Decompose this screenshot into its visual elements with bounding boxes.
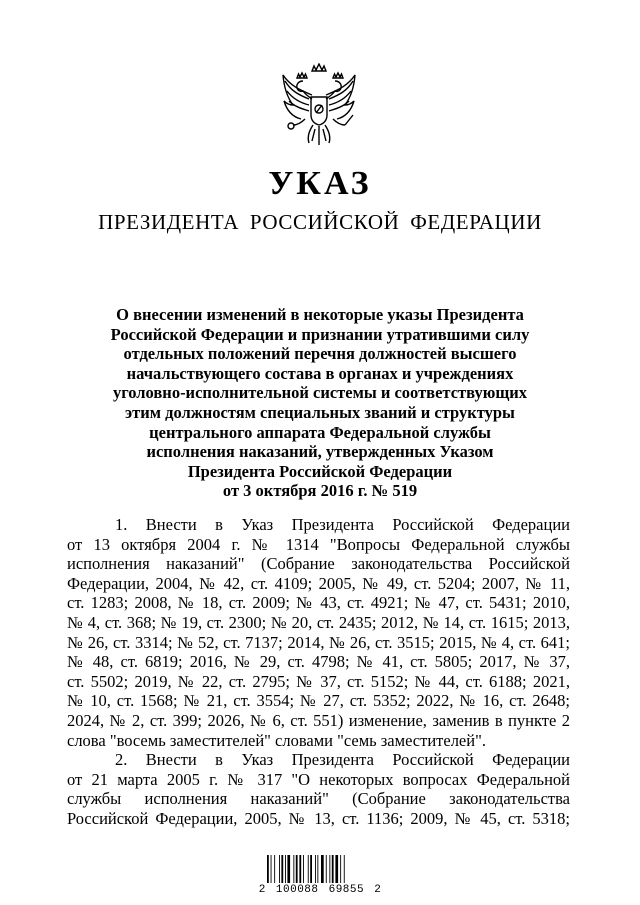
issuer-heading: ПРЕЗИДЕНТА РОССИЙСКОЙ ФЕДЕРАЦИИ: [98, 210, 542, 234]
barcode-bar: [287, 855, 290, 883]
barcode-bar: [332, 855, 334, 883]
body-line: слова "восемь заместителей" словами "семь заместителей".: [67, 730, 486, 750]
body-line: службы исполнения наказаний" (Собрание законодательства: [67, 789, 570, 809]
body-line: 1. Внести в Указ Президента Российской Федерации: [115, 515, 570, 534]
title-line: исполнения наказаний, утвержденных Указом: [146, 442, 494, 462]
barcode-number: 2 100088 69855 2: [258, 884, 382, 896]
barcode-bar: [303, 855, 304, 883]
body-line: 2. Внести в Указ Президента Российской Федерации: [115, 750, 570, 770]
title-line: от 3 октября 2016 г. № 519: [222, 481, 418, 501]
body-line: Федерации, 2004, № 42, ст. 4109; 2005, № 49, ст. 5204; 2007, № 11,: [67, 573, 570, 593]
body-line: № 10, ст. 1568; № 21, ст. 3554; № 27, ст. 5352; 2022, № 16, ст. 2648;: [67, 691, 570, 711]
barcode-bar: [299, 855, 301, 883]
barcode-bar: [321, 855, 324, 883]
document-type-heading: УКАЗ: [268, 165, 372, 202]
body-line: Российской Федерации, 2005, № 13, ст. 1136; 2009, № 45, ст. 5318;: [67, 808, 570, 828]
body-line: ст. 1283; 2008, № 18, ст. 2009; № 43, ст. 4921; № 47, ст. 5431; 2010,: [67, 593, 570, 613]
body-line: 2024, № 2, ст. 399; 2026, № 6, ст. 551) изменение, заменив в пункте 2: [67, 710, 570, 730]
barcode-bar: [285, 855, 286, 883]
title-line: этим должностям специальных званий и структуры: [125, 402, 515, 422]
barcode-bar: [344, 855, 345, 883]
body-line: исполнения наказаний" (Собрание законодательства Российской: [67, 554, 570, 574]
barcode-icon: [265, 855, 375, 885]
title-line: О внесении изменений в некоторые указы Президента: [116, 305, 524, 324]
barcode-bar: [315, 855, 316, 883]
barcode-bar: [335, 855, 338, 883]
barcode-bar: [317, 855, 318, 883]
barcode-bar: [267, 855, 269, 883]
body-line: от 13 октября 2004 г. № 1314 "Вопросы Федеральной службы: [67, 534, 570, 554]
title-line: Российской Федерации и признании утратившими силу: [110, 324, 530, 344]
title-line: отдельных положений перечня должностей высшего: [123, 344, 517, 364]
barcode-bar: [326, 855, 327, 883]
barcode-bar: [281, 855, 283, 883]
body-line: № 48, ст. 6819; 2016, № 29, ст. 4798; № 41, ст. 5805; 2017, № 37,: [67, 652, 570, 672]
barcode-bar: [329, 855, 330, 883]
body-line: от 21 марта 2005 г. № 317 "О некоторых вопросах Федеральной: [67, 769, 570, 789]
barcode-bar: [310, 855, 312, 883]
body-line: № 26, ст. 3314; № 52, ст. 7137; 2014, № 26, ст. 3515; 2015, № 4, ст. 641;: [67, 632, 570, 652]
title-line: Президента Российской Федерации: [187, 461, 453, 481]
body-line: ст. 5502; 2019, № 22, ст. 2795; № 37, ст. 5152; № 44, ст. 6188; 2021,: [67, 671, 570, 691]
decree-title: [90, 305, 550, 501]
barcode-bar: [279, 855, 280, 883]
barcode-bar: [271, 855, 272, 883]
body-line: № 4, ст. 368; № 19, ст. 2300; № 20, ст. 2435; 2012, № 14, ст. 1615; 2013,: [67, 612, 570, 632]
title-line: уголовно-исполнительной системы и соответствующих: [112, 383, 528, 403]
title-line: начальствующего состава в органах и учреждениях: [126, 363, 514, 383]
barcode-bar: [274, 855, 275, 883]
coat-of-arms-icon: [279, 63, 359, 149]
barcode-bar: [308, 855, 309, 883]
decree-body: [67, 515, 570, 829]
barcode-bar: [293, 855, 294, 883]
barcode-bar: [340, 855, 341, 883]
title-line: центрального аппарата Федеральной службы: [149, 422, 491, 442]
barcode-bar: [296, 855, 298, 883]
